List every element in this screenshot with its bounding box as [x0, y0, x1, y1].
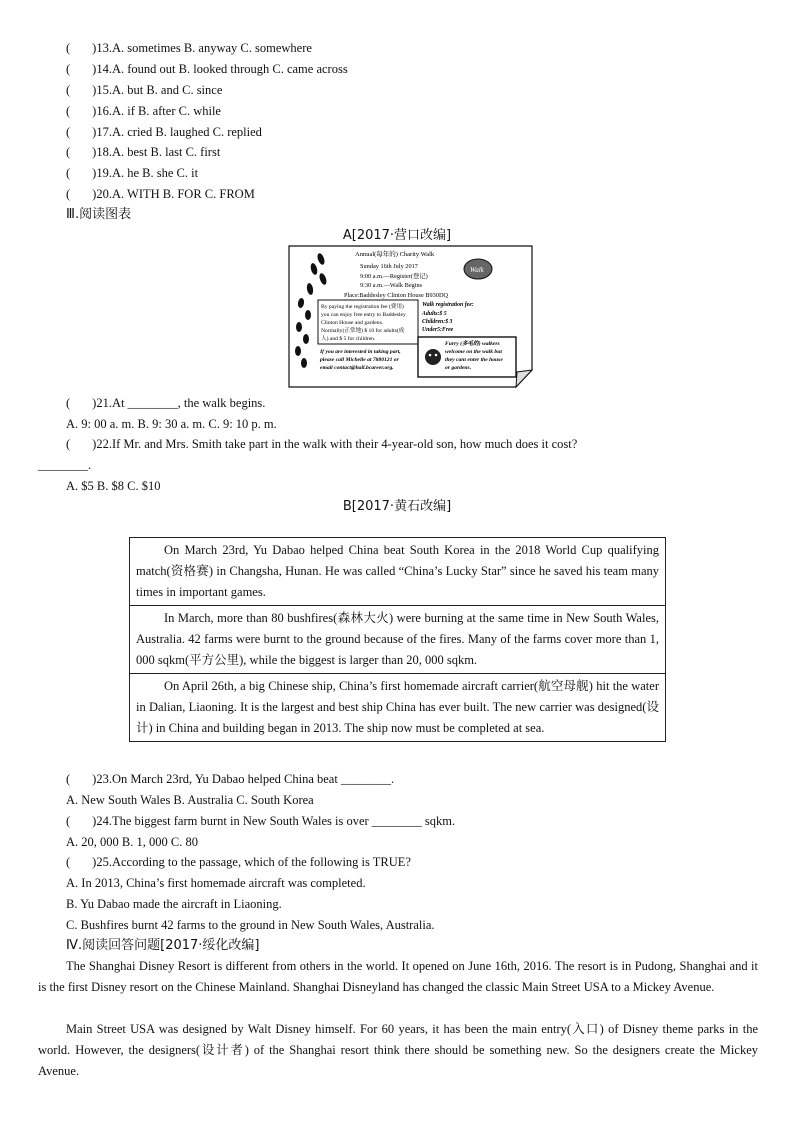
question-25-option-c: C. Bushfires burnt 42 farms to the ground in New South Wales, Australia.	[66, 918, 435, 932]
news-item-3: On April 26th, a big Chinese ship, China’s first homemade aircraft carrier(航空母舰) hit the water in Dalian, Liaoning. It is the largest and best ship China has ever built. The new carrier was designed(设计) in China and building began in 2013. The ship now must be completed at sea.	[136, 679, 659, 735]
svg-text:9:00 a.m.—Register(登记): 9:00 a.m.—Register(登记)	[360, 273, 428, 280]
svg-text:By paying the registration fee: By paying the registration fee (费用)	[321, 304, 404, 310]
walk-badge-icon	[464, 259, 492, 279]
question-16: ( )16.A. if B. after C. while	[66, 104, 221, 118]
passage-paragraph-2: Main Street USA was designed by Walt Disney himself. For 60 years, it has been the main entry(入口) of Disney theme parks in the world. However, the designers(设计者) of the Shanghai resort think there should be something new. So the designers create the Mickey Avenue.	[38, 1022, 758, 1078]
svg-text:Clinton House and gardens.: Clinton House and gardens.	[321, 320, 384, 326]
question-22: ( )22.If Mr. and Mrs. Smith take part in the walk with their 4-year-old son, how much does it cost?	[66, 437, 578, 451]
svg-text:Place:Baddesley Clinton House: Place:Baddesley Clinton House B930DQ	[344, 292, 449, 299]
part-b-heading: B[2017·黄石改编]	[342, 499, 452, 514]
svg-text:welcome on the walk but: welcome on the walk but	[445, 349, 502, 355]
svg-text:Normally(正常地) $ 10 for adults(: Normally(正常地) $ 10 for adults(成	[321, 328, 405, 334]
svg-text:please call Michelle at 788012: please call Michelle at 7880121 or	[320, 357, 399, 363]
news-item-2: In March, more than 80 bushfires(森林大火) were burning at the same time in New South Wales, Australia. 42 farms were burnt to the ground because of the fires. Many of the farms cover more than 1, 000 sqkm(平方公里), while the biggest is larger than 20, 000 sqkm.	[130, 606, 665, 674]
question-22-options: A. $5 B. $8 C. $10	[66, 479, 161, 493]
svg-text:Under5:Free: Under5:Free	[422, 327, 454, 333]
section-4-heading: Ⅳ.阅读回答问题[2017·绥化改编]	[66, 938, 260, 953]
svg-text:Sunday 16th July 2017: Sunday 16th July 2017	[360, 263, 418, 270]
svg-text:or gardens.: or gardens.	[445, 365, 472, 371]
svg-text:you can enjoy free entry to Ba: you can enjoy free entry to Baddesley	[321, 312, 406, 318]
question-18: ( )18.A. best B. last C. first	[66, 145, 221, 159]
dog-icon	[425, 349, 441, 365]
svg-text:If you are interested in takin: If you are interested in taking part,	[320, 349, 401, 355]
svg-text:9:30 a.m.—Walk Begins: 9:30 a.m.—Walk Begins	[360, 282, 423, 289]
question-24-options: A. 20, 000 B. 1, 000 C. 80	[66, 835, 198, 849]
question-19: ( )19.A. he B. she C. it	[66, 166, 199, 180]
question-20: ( )20.A. WITH B. FOR C. FROM	[66, 187, 255, 201]
question-25: ( )25.According to the passage, which of the following is TRUE?	[66, 855, 411, 869]
svg-text:Furry (多毛的) walkers: Furry (多毛的) walkers	[445, 341, 500, 347]
question-21: ( )21.At ________, the walk begins.	[66, 396, 266, 410]
question-23-options: A. New South Wales B. Australia C. South Korea	[66, 793, 314, 807]
svg-text:人) and $ 5 for children.: 人) and $ 5 for children.	[321, 336, 376, 342]
question-25-option-a: A. In 2013, China’s first homemade aircraft was completed.	[66, 876, 366, 890]
question-22-continuation: ________.	[38, 458, 92, 472]
svg-text:they cant enter the house: they cant enter the house	[445, 357, 503, 363]
question-24: ( )24.The biggest farm burnt in New South Wales is over ________ sqkm.	[66, 814, 456, 828]
svg-text:Walk: Walk	[470, 266, 484, 274]
question-25-option-b: B. Yu Dabao made the aircraft in Liaoning.	[66, 897, 282, 911]
question-23: ( )23.On March 23rd, Yu Dabao helped China beat ________.	[66, 772, 395, 786]
section-3-heading: Ⅲ.阅读图表	[66, 207, 132, 222]
question-14: ( )14.A. found out B. looked through C. came across	[66, 62, 348, 76]
passage-paragraph-1: The Shanghai Disney Resort is different from others in the world. It opened on June 16th, 2016. The resort is in Pudong, Shanghai and it is the first Disney resort on the Chinese Mainland. Shanghai Disneyland has changed the classic Main Street USA to a Mickey Avenue.	[38, 959, 758, 994]
question-15: ( )15.A. but B. and C. since	[66, 83, 223, 97]
question-13: ( )13.A. sometimes B. anyway C. somewhere	[66, 41, 312, 55]
part-a-heading: A[2017·营口改编]	[342, 228, 452, 243]
question-21-options: A. 9: 00 a. m. B. 9: 30 a. m. C. 9: 10 p. m.	[66, 417, 277, 431]
svg-text:email contact@hall.bcareer.org: email contact@hall.bcareer.org.	[320, 365, 394, 371]
svg-text:Adults:$ 5: Adults:$ 5	[422, 311, 447, 317]
question-17: ( )17.A. cried B. laughed C. replied	[66, 125, 262, 139]
news-item-1: On March 23rd, Yu Dabao helped China beat South Korea in the 2018 World Cup qualifying match(资格赛) in Changsha, Hunan. He was called “China’s Lucky Star” since he saved his team many times in important games.	[130, 538, 665, 606]
svg-text:Annual(每年的) Charity Walk: Annual(每年的) Charity Walk	[355, 251, 435, 258]
charity-walk-poster	[288, 245, 533, 388]
news-table	[129, 537, 666, 742]
svg-text:Walk registration fee:: Walk registration fee:	[422, 302, 474, 308]
svg-text:Children:$ 3: Children:$ 3	[422, 319, 453, 325]
